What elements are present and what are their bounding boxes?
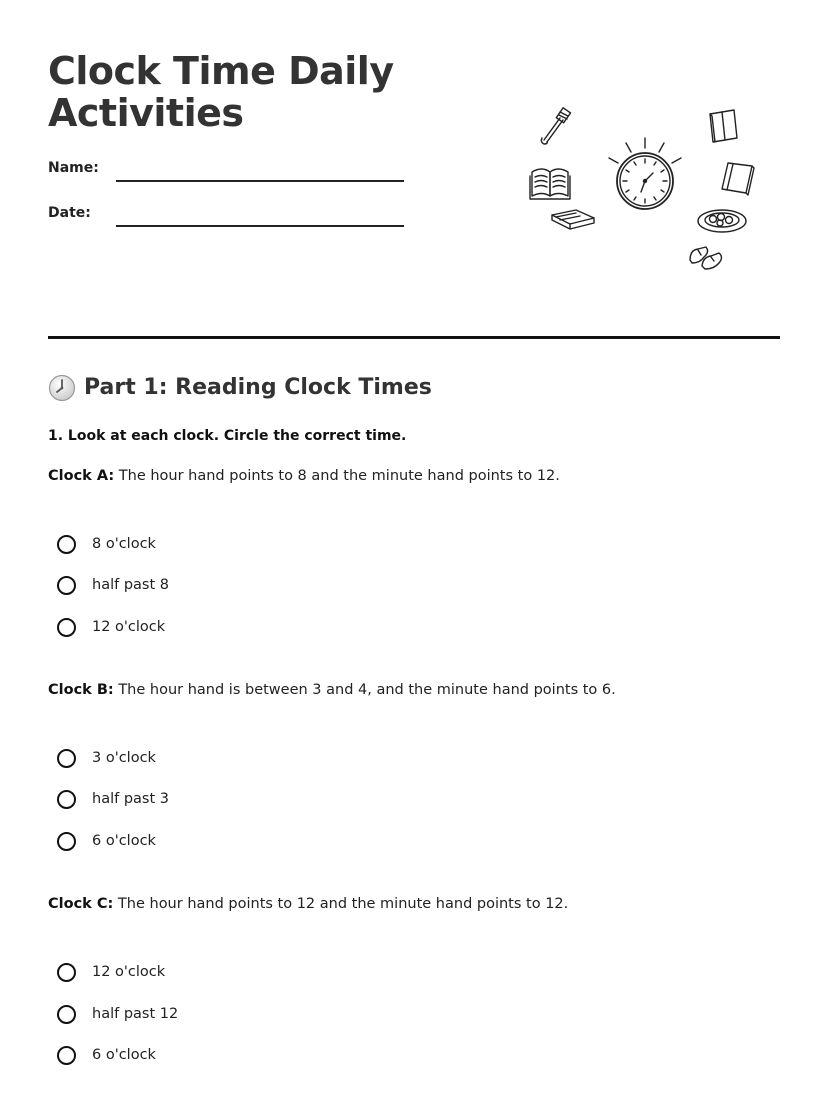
shoes-icon [690,247,722,269]
radio-circle[interactable] [57,1005,76,1024]
question-clock-c [48,896,568,912]
option-clock-b-2[interactable] [57,786,169,812]
option-clock-b-1[interactable] [57,745,156,771]
name-field[interactable] [48,160,408,190]
option-label: 12 o'clock [92,619,166,635]
question-label: Clock B: [48,682,114,698]
option-label: half past 12 [92,1006,179,1022]
option-label: 6 o'clock [92,833,156,849]
radio-circle[interactable] [57,963,76,982]
question-text: The hour hand points to 8 and the minute hand points to 12. [114,468,560,484]
part1-instruction: 1. Look at each clock. Circle the correct time. [48,428,407,444]
part1-title-text: Part 1: Reading Clock Times [84,375,432,400]
option-clock-c-1[interactable] [57,959,165,985]
books-stack-icon [552,210,594,229]
name-line[interactable] [116,180,404,182]
name-label: Name: [48,160,99,176]
door-icon [710,110,737,142]
question-text: The hour hand is between 3 and 4, and the minute hand points to 6. [113,682,616,698]
daily-activities-illustration [520,100,770,280]
radio-circle[interactable] [57,618,76,637]
question-clock-a [48,468,560,484]
part1-title [48,372,432,404]
option-label: half past 8 [92,577,169,593]
notebook-icon [722,163,754,195]
option-clock-b-3[interactable] [57,828,156,854]
option-clock-a-2[interactable] [57,572,169,598]
date-line[interactable] [116,225,404,227]
plate-icon [698,210,746,232]
clock-emoji-icon [48,374,76,402]
radio-circle[interactable] [57,535,76,554]
radio-circle[interactable] [57,832,76,851]
radio-circle[interactable] [57,790,76,809]
page-title: Clock Time Daily Activities [48,49,394,135]
clock-icon [609,138,681,209]
radio-circle[interactable] [57,1046,76,1065]
option-label: half past 3 [92,791,169,807]
option-label: 6 o'clock [92,1047,156,1063]
date-field[interactable] [48,205,408,235]
radio-circle[interactable] [57,576,76,595]
option-label: 3 o'clock [92,750,156,766]
option-label: 8 o'clock [92,536,156,552]
section-divider [48,336,780,339]
book-icon [530,169,570,199]
date-label: Date: [48,205,91,221]
option-clock-c-3[interactable] [57,1042,156,1068]
question-clock-b [48,682,616,698]
option-clock-c-2[interactable] [57,1001,178,1027]
option-clock-a-3[interactable] [57,614,165,640]
toothbrush-icon [541,108,570,144]
radio-circle[interactable] [57,749,76,768]
question-label: Clock A: [48,468,115,484]
question-label: Clock C: [48,896,114,912]
option-clock-a-1[interactable] [57,531,156,557]
option-label: 12 o'clock [92,964,166,980]
question-text: The hour hand points to 12 and the minute hand points to 12. [113,896,569,912]
